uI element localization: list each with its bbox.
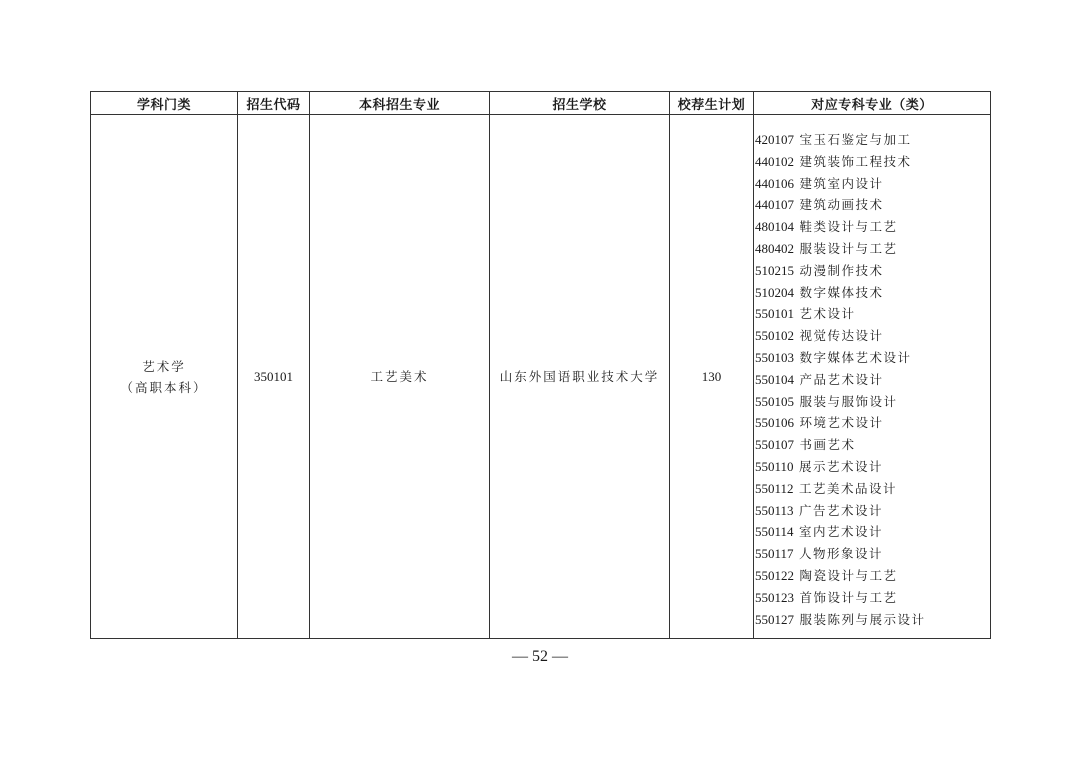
list-item xyxy=(755,434,990,456)
major-code: 550103 xyxy=(755,349,794,365)
cell-major xyxy=(310,115,490,639)
header-school: 招生学校 xyxy=(490,92,670,115)
major-name: 建筑装饰工程技术 xyxy=(799,153,912,169)
major-code: 550127 xyxy=(755,611,794,627)
header-enroll-code: 招生代码 xyxy=(238,92,310,115)
enrollment-table xyxy=(90,91,991,639)
list-item xyxy=(755,325,990,347)
major-name: 首饰设计与工艺 xyxy=(799,589,898,605)
major-name: 室内艺术设计 xyxy=(799,524,884,540)
major-name: 鞋类设计与工艺 xyxy=(799,219,898,235)
major-name: 数字媒体艺术设计 xyxy=(799,349,912,365)
related-majors-list xyxy=(755,129,990,630)
major-name: 动漫制作技术 xyxy=(799,262,884,278)
major-code: 440106 xyxy=(755,175,794,191)
major-code: 440102 xyxy=(755,153,794,169)
major-name: 建筑室内设计 xyxy=(799,175,884,191)
major-name: 环境艺术设计 xyxy=(799,415,884,431)
list-item xyxy=(755,129,990,151)
cell-plan xyxy=(670,115,754,639)
major-code: 420107 xyxy=(755,132,794,147)
major-code: 550104 xyxy=(755,371,794,387)
major-code: 550102 xyxy=(755,328,794,344)
major-code: 550110 xyxy=(755,458,794,474)
major-name: 广告艺术设计 xyxy=(799,502,884,518)
school-name: 山东外国语职业技术大学 xyxy=(499,369,660,385)
major-code: 480104 xyxy=(755,219,794,235)
major-name: 视觉传达设计 xyxy=(799,328,884,344)
major-name: 书画艺术 xyxy=(799,437,856,453)
major-name: 展示艺术设计 xyxy=(799,458,884,474)
major-code: 550101 xyxy=(755,306,794,322)
major-code: 550112 xyxy=(755,480,794,496)
list-item xyxy=(755,173,990,195)
enrollment-table-container xyxy=(90,91,990,639)
major-name: 艺术设计 xyxy=(799,306,856,322)
major-name: 工艺美术品设计 xyxy=(799,480,898,496)
list-item xyxy=(755,151,990,173)
major-code: 510204 xyxy=(755,284,794,300)
list-item xyxy=(755,194,990,216)
cell-school xyxy=(490,115,670,639)
cell-related-majors xyxy=(754,115,991,639)
header-plan: 校荐生计划 xyxy=(670,92,754,115)
major-code: 550113 xyxy=(755,502,794,518)
list-item xyxy=(755,565,990,587)
cell-code xyxy=(238,115,310,639)
header-category: 学科门类 xyxy=(91,92,238,115)
list-item xyxy=(755,238,990,260)
list-item xyxy=(755,347,990,369)
list-item xyxy=(755,391,990,413)
major-name: 服装陈列与展示设计 xyxy=(799,611,926,627)
major-code: 550123 xyxy=(755,589,794,605)
header-related-majors: 对应专科专业（类） xyxy=(754,92,991,115)
undergrad-major: 工艺美术 xyxy=(370,369,429,385)
major-name: 人物形象设计 xyxy=(799,546,884,562)
list-item xyxy=(755,216,990,238)
table-header-row xyxy=(91,92,991,115)
major-name: 产品艺术设计 xyxy=(799,371,884,387)
page-number: — 52 — xyxy=(512,648,568,665)
major-name: 服装与服饰设计 xyxy=(799,393,898,409)
major-name: 服装设计与工艺 xyxy=(799,240,898,256)
list-item xyxy=(755,587,990,609)
list-item xyxy=(755,500,990,522)
list-item xyxy=(755,609,990,631)
major-code: 550107 xyxy=(755,437,794,453)
list-item xyxy=(755,456,990,478)
list-item xyxy=(755,412,990,434)
major-name: 数字媒体技术 xyxy=(799,284,884,300)
list-item xyxy=(755,478,990,500)
cell-category xyxy=(91,115,238,639)
major-name: 陶瓷设计与工艺 xyxy=(799,567,898,583)
major-name: 建筑动画技术 xyxy=(799,197,884,213)
list-item xyxy=(755,303,990,325)
major-code: 550122 xyxy=(755,567,794,583)
plan-count: 130 xyxy=(701,369,722,385)
list-item xyxy=(755,369,990,391)
category-line2: （高职本科） xyxy=(120,379,208,395)
major-code: 440107 xyxy=(755,197,794,213)
enroll-code: 350101 xyxy=(254,369,293,385)
major-code: 550106 xyxy=(755,415,794,431)
list-item xyxy=(755,521,990,543)
list-item xyxy=(755,543,990,565)
major-code: 550105 xyxy=(755,393,794,409)
major-code: 550117 xyxy=(755,546,794,562)
category-line1: 艺术学 xyxy=(142,358,186,374)
header-undergrad-major: 本科招生专业 xyxy=(310,92,490,115)
major-code: 550114 xyxy=(755,524,794,540)
table-row xyxy=(91,115,991,639)
list-item xyxy=(755,260,990,282)
major-code: 510215 xyxy=(755,262,794,278)
list-item xyxy=(755,282,990,304)
major-code: 480402 xyxy=(755,240,794,256)
major-name: 宝玉石鉴定与加工 xyxy=(799,132,912,147)
